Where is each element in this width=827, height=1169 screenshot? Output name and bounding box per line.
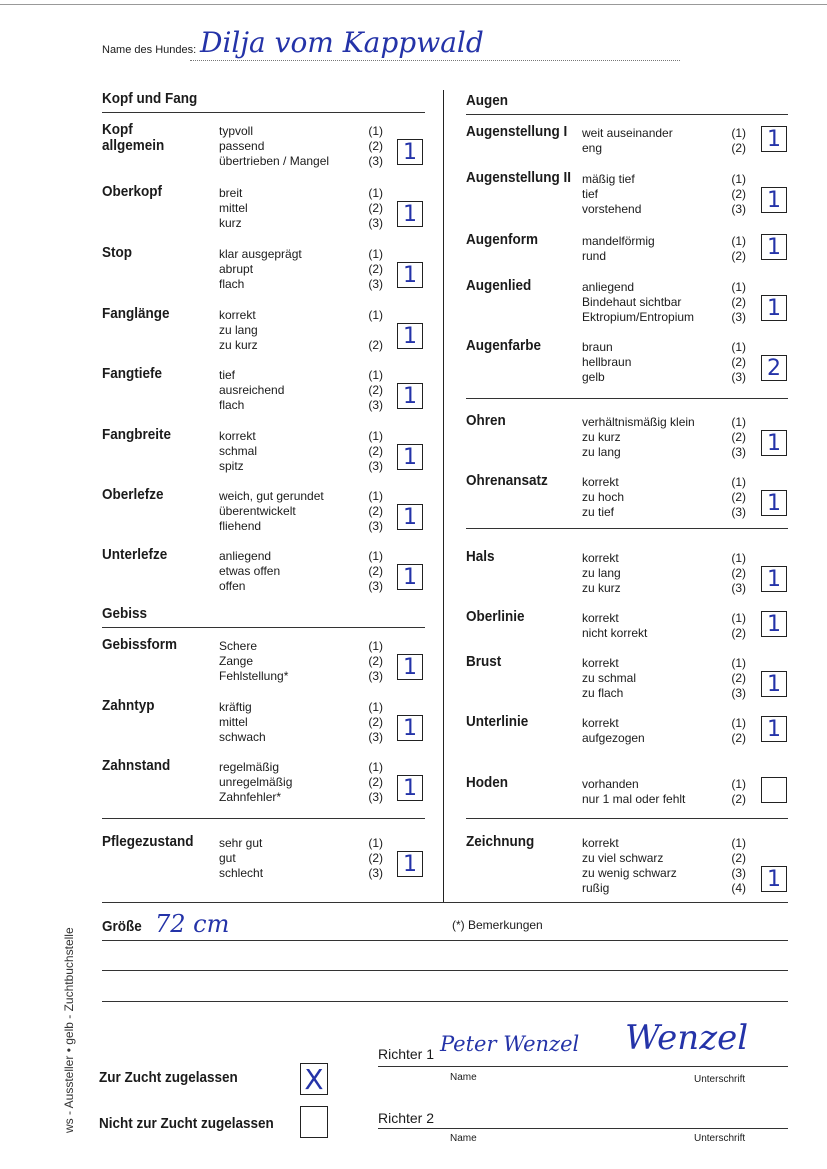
score-box[interactable]: 1 xyxy=(397,851,423,877)
option-code: (1) xyxy=(731,280,746,294)
criterion-augenstellung-ii: Augenstellung II xyxy=(466,169,572,186)
option-code: (2) xyxy=(368,444,383,458)
option-code: (2) xyxy=(731,295,746,309)
option-code: (1) xyxy=(368,700,383,714)
option-label: zu kurz xyxy=(582,581,621,595)
option-label: zu lang xyxy=(582,566,621,580)
option-code: (3) xyxy=(368,669,383,683)
option-code: (2) xyxy=(731,430,746,444)
option-label: rußig xyxy=(582,881,610,895)
bemerkungen-label: (*) Bemerkungen xyxy=(452,918,543,932)
dog-name-line xyxy=(190,60,680,61)
option-code: (2) xyxy=(368,715,383,729)
option-label: Zahnfehler* xyxy=(219,790,282,804)
zucht-nein-checkbox[interactable] xyxy=(300,1106,328,1138)
option-code: (1) xyxy=(368,124,383,138)
criterion-unterlinie: Unterlinie xyxy=(466,713,529,730)
option-label: rund xyxy=(582,249,607,263)
option-label: offen xyxy=(219,579,246,593)
option-code: (3) xyxy=(731,370,746,384)
option-label: zu wenig schwarz xyxy=(582,866,677,880)
criterion-augenfarbe: Augenfarbe xyxy=(466,337,542,354)
option-label: mandelförmig xyxy=(582,234,655,248)
option-label: übertrieben / Mangel xyxy=(219,154,330,168)
criterion-hals: Hals xyxy=(466,548,495,565)
richter1-signature[interactable]: Wenzel xyxy=(625,1018,749,1058)
option-code: (1) xyxy=(368,639,383,653)
option-code: (4) xyxy=(731,881,746,895)
option-label: ausreichend xyxy=(219,383,285,397)
option-label: zu tief xyxy=(582,505,615,519)
option-code: (2) xyxy=(368,851,383,865)
option-label: gelb xyxy=(582,370,605,384)
option-label: fliehend xyxy=(219,519,262,533)
option-label: klar ausgeprägt xyxy=(219,247,302,261)
option-label: Zange xyxy=(219,654,254,668)
option-code: (1) xyxy=(731,777,746,791)
option-label: eng xyxy=(582,141,603,155)
option-label: gut xyxy=(219,851,236,865)
option-code: (1) xyxy=(731,836,746,850)
option-label: kurz xyxy=(219,216,242,230)
option-code: (2) xyxy=(368,338,383,352)
option-code: (1) xyxy=(731,415,746,429)
zucht-ja-label: Zur Zucht zugelassen xyxy=(99,1069,238,1086)
option-label: zu schmal xyxy=(582,671,637,685)
option-label: schlecht xyxy=(219,866,264,880)
option-code: (2) xyxy=(368,775,383,789)
score-box[interactable]: 1 xyxy=(397,715,423,741)
option-code: (1) xyxy=(731,551,746,565)
option-code: (1) xyxy=(368,549,383,563)
option-label: flach xyxy=(219,277,245,291)
criterion-stop: Stop xyxy=(102,244,132,261)
option-label: mittel xyxy=(219,715,248,729)
criterion-augenlied: Augenlied xyxy=(466,277,532,294)
option-label: zu hoch xyxy=(582,490,625,504)
option-code: (1) xyxy=(731,340,746,354)
criterion-pflegezustand: Pflegezustand xyxy=(102,833,194,850)
option-code: (2) xyxy=(731,626,746,640)
criterion-hoden: Hoden xyxy=(466,774,509,791)
option-label: Fehlstellung* xyxy=(219,669,289,683)
option-code: (3) xyxy=(368,579,383,593)
option-label: korrekt xyxy=(582,656,619,670)
option-code: (1) xyxy=(731,475,746,489)
option-code: (1) xyxy=(368,368,383,382)
option-label: überentwickelt xyxy=(219,504,296,518)
option-code: (3) xyxy=(368,277,383,291)
option-code: (2) xyxy=(731,566,746,580)
option-code: (3) xyxy=(731,202,746,216)
option-code: (2) xyxy=(731,187,746,201)
option-code: (1) xyxy=(368,760,383,774)
criterion-ohren: Ohren xyxy=(466,412,506,429)
criterion-augenstellung-i: Augenstellung I xyxy=(466,123,568,140)
option-code: (3) xyxy=(368,154,383,168)
option-code: (2) xyxy=(731,249,746,263)
option-label: zu kurz xyxy=(219,338,258,352)
richter1-name-caption: Name xyxy=(450,1072,477,1083)
option-label: etwas offen xyxy=(219,564,281,578)
option-code: (3) xyxy=(368,730,383,744)
option-code: (3) xyxy=(368,398,383,412)
option-label: zu lang xyxy=(219,323,258,337)
option-label: regelmäßig xyxy=(219,760,280,774)
option-label: korrekt xyxy=(582,836,619,850)
score-box[interactable]: 1 xyxy=(397,444,423,470)
score-box[interactable]: 1 xyxy=(761,566,787,592)
option-label: kräftig xyxy=(219,700,252,714)
option-code: (3) xyxy=(731,866,746,880)
option-label: anliegend xyxy=(582,280,635,294)
option-code: (2) xyxy=(731,490,746,504)
option-code: (1) xyxy=(731,126,746,140)
score-box[interactable]: 1 xyxy=(397,262,423,288)
option-code: (2) xyxy=(731,141,746,155)
option-label: unregelmäßig xyxy=(219,775,293,789)
richter2-signature-caption: Unterschrift xyxy=(694,1133,746,1144)
criterion-gebissform: Gebissform xyxy=(102,636,178,653)
criterion-brust: Brust xyxy=(466,653,502,670)
score-box[interactable]: 1 xyxy=(397,654,423,680)
option-label: vorhanden xyxy=(582,777,639,791)
score-box[interactable]: 1 xyxy=(397,383,423,409)
score-box[interactable]: 1 xyxy=(761,866,787,892)
score-box[interactable]: 1 xyxy=(761,187,787,213)
zucht-nein-label: Nicht zur Zucht zugelassen xyxy=(99,1115,274,1132)
option-label: vorstehend xyxy=(582,202,642,216)
score-box[interactable]: 1 xyxy=(397,323,423,349)
option-code: (2) xyxy=(731,792,746,806)
option-code: (1) xyxy=(368,186,383,200)
option-label: Ektropium/Entropium xyxy=(582,310,695,324)
option-label: korrekt xyxy=(582,611,619,625)
option-code: (1) xyxy=(368,308,383,322)
richter2-label: Richter 2 xyxy=(378,1110,435,1126)
option-code: (2) xyxy=(731,731,746,745)
section-kopf-title: Kopf und Fang xyxy=(102,90,198,107)
section-gebiss-title: Gebiss xyxy=(102,605,148,622)
richter1-signature-caption: Unterschrift xyxy=(694,1074,746,1085)
criterion-kopf-allgemein: Kopf allgemein xyxy=(102,121,165,154)
option-label: aufgezogen xyxy=(582,731,645,745)
criterion-zeichnung: Zeichnung xyxy=(466,833,535,850)
criterion-oberlefze: Oberlefze xyxy=(102,486,164,503)
option-code: (2) xyxy=(368,564,383,578)
option-label: zu kurz xyxy=(582,430,621,444)
score-box[interactable]: 1 xyxy=(397,504,423,530)
option-label: korrekt xyxy=(219,308,256,322)
option-code: (2) xyxy=(368,262,383,276)
option-code: (3) xyxy=(731,445,746,459)
option-label: mittel xyxy=(219,201,248,215)
option-label: nicht korrekt xyxy=(582,626,648,640)
option-label: typvoll xyxy=(219,124,254,138)
option-code: (2) xyxy=(368,654,383,668)
option-code: (3) xyxy=(368,519,383,533)
option-label: Bindehaut sichtbar xyxy=(582,295,682,309)
option-label: breit xyxy=(219,186,243,200)
option-code: (1) xyxy=(368,489,383,503)
option-code: (2) xyxy=(368,139,383,153)
criterion-fanglänge: Fanglänge xyxy=(102,305,170,322)
option-code: (3) xyxy=(731,686,746,700)
option-label: tief xyxy=(219,368,236,382)
option-label: mäßig tief xyxy=(582,172,635,186)
score-box[interactable]: 1 xyxy=(761,126,787,152)
option-label: schwach xyxy=(219,730,266,744)
option-label: anliegend xyxy=(219,549,272,563)
option-label: sehr gut xyxy=(219,836,263,850)
score-box[interactable] xyxy=(761,777,787,803)
criterion-augenform: Augenform xyxy=(466,231,538,248)
groesse-label: Größe xyxy=(102,918,142,935)
option-label: flach xyxy=(219,398,245,412)
section-augen-title: Augen xyxy=(466,92,509,109)
criterion-oberlinie: Oberlinie xyxy=(466,608,525,625)
score-box[interactable]: 2 xyxy=(761,355,787,381)
option-code: (3) xyxy=(731,581,746,595)
option-code: (3) xyxy=(368,866,383,880)
option-label: zu lang xyxy=(582,445,621,459)
option-code: (2) xyxy=(731,851,746,865)
option-code: (2) xyxy=(731,671,746,685)
option-code: (1) xyxy=(731,716,746,730)
option-code: (1) xyxy=(368,429,383,443)
option-label: zu flach xyxy=(582,686,624,700)
option-label: hellbraun xyxy=(582,355,632,369)
option-label: korrekt xyxy=(219,429,256,443)
criterion-zahnstand: Zahnstand xyxy=(102,757,171,774)
richter2-name-caption: Name xyxy=(450,1133,477,1144)
option-code: (1) xyxy=(731,656,746,670)
zucht-ja-checkbox[interactable]: X xyxy=(300,1063,328,1095)
option-label: Schere xyxy=(219,639,258,653)
option-label: korrekt xyxy=(582,551,619,565)
option-label: braun xyxy=(582,340,613,354)
score-box[interactable]: 1 xyxy=(761,671,787,697)
option-code: (3) xyxy=(368,459,383,473)
option-code: (1) xyxy=(731,234,746,248)
option-label: schmal xyxy=(219,444,258,458)
richter1-label: Richter 1 xyxy=(378,1046,435,1062)
column-divider xyxy=(443,90,444,902)
score-box[interactable]: 1 xyxy=(397,139,423,165)
option-label: zu viel schwarz xyxy=(582,851,664,865)
richter1-name[interactable]: Peter Wenzel xyxy=(440,1032,580,1056)
criterion-oberkopf: Oberkopf xyxy=(102,183,163,200)
score-box[interactable]: 1 xyxy=(397,201,423,227)
option-code: (3) xyxy=(731,505,746,519)
score-box[interactable]: 1 xyxy=(761,611,787,637)
option-code: (3) xyxy=(368,216,383,230)
dog-name-value[interactable]: Dilja vom Kappwald xyxy=(200,26,484,59)
option-code: (1) xyxy=(368,836,383,850)
option-code: (1) xyxy=(731,172,746,186)
option-code: (2) xyxy=(368,504,383,518)
score-box[interactable]: 1 xyxy=(761,490,787,516)
option-label: verhältnismäßig klein xyxy=(582,415,695,429)
option-label: passend xyxy=(219,139,265,153)
option-code: (3) xyxy=(368,790,383,804)
option-code: (1) xyxy=(731,611,746,625)
score-box[interactable]: 1 xyxy=(761,716,787,742)
score-box[interactable]: 1 xyxy=(761,234,787,260)
option-code: (2) xyxy=(368,383,383,397)
option-label: spitz xyxy=(219,459,244,473)
criterion-zahntyp: Zahntyp xyxy=(102,697,155,714)
score-box[interactable]: 1 xyxy=(761,430,787,456)
score-box[interactable]: 1 xyxy=(761,295,787,321)
side-note: ws - Aussteller • gelb - Zuchtbuchstelle xyxy=(62,927,76,1133)
option-code: (2) xyxy=(368,201,383,215)
option-code: (1) xyxy=(368,247,383,261)
score-box[interactable]: 1 xyxy=(397,564,423,590)
groesse-value[interactable]: 72 cm xyxy=(155,910,230,938)
criterion-ohrenansatz: Ohrenansatz xyxy=(466,472,548,489)
option-code: (3) xyxy=(731,310,746,324)
option-code: (2) xyxy=(731,355,746,369)
option-label: weit auseinander xyxy=(582,126,673,140)
score-box[interactable]: 1 xyxy=(397,775,423,801)
option-label: abrupt xyxy=(219,262,254,276)
criterion-fangtiefe: Fangtiefe xyxy=(102,365,163,382)
option-label: tief xyxy=(582,187,599,201)
option-label: korrekt xyxy=(582,475,619,489)
criterion-fangbreite: Fangbreite xyxy=(102,426,172,443)
option-label: weich, gut gerundet xyxy=(219,489,324,503)
criterion-unterlefze: Unterlefze xyxy=(102,546,168,563)
option-label: nur 1 mal oder fehlt xyxy=(582,792,686,806)
dog-name-label: Name des Hundes: xyxy=(102,44,197,56)
option-label: korrekt xyxy=(582,716,619,730)
